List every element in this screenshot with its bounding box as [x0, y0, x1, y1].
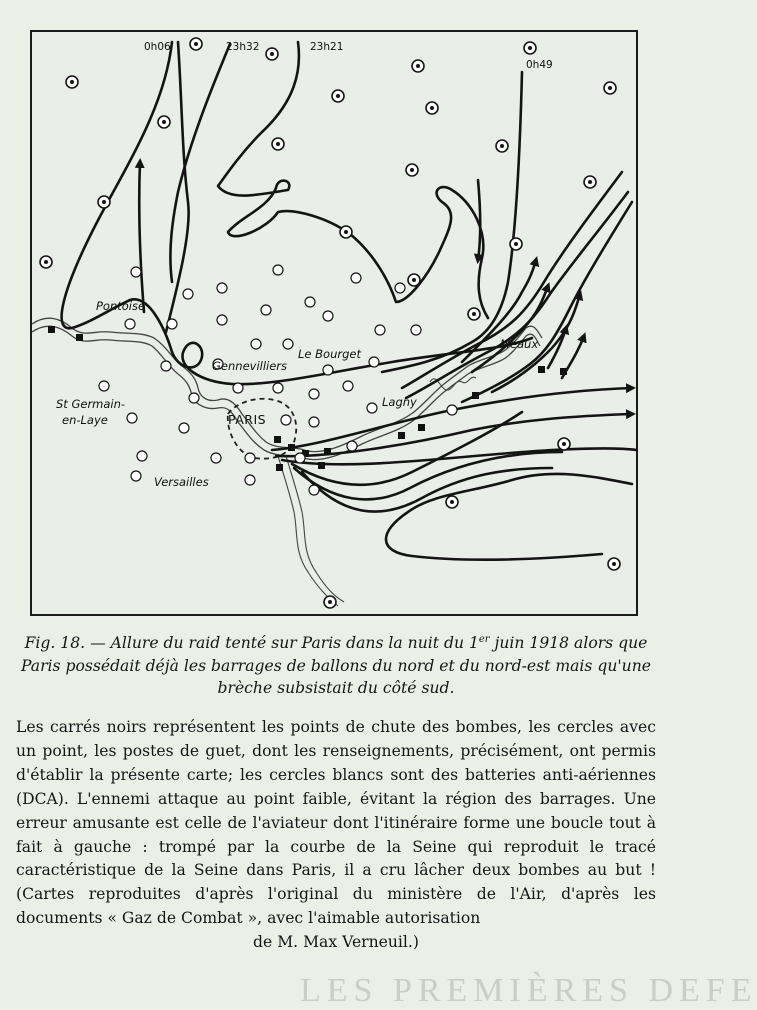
label-saint-germain-1: St Germain-: [56, 397, 126, 411]
time-label-0h49: 0h49: [526, 59, 553, 71]
caption-text-a: — Allure du raid tenté sur Paris dans la nuit du 1: [85, 634, 479, 652]
raid-map: [32, 32, 636, 614]
label-lagny: Lagny: [382, 395, 417, 409]
figure-description: [16, 716, 656, 955]
label-paris: PARIS: [228, 412, 267, 427]
label-meaux: Meaux: [500, 337, 539, 351]
time-label-23h21: 23h21: [310, 41, 344, 53]
label-le-bourget: Le Bourget: [298, 347, 361, 361]
raid-routes: [62, 42, 636, 560]
caption-superscript: er: [478, 633, 490, 645]
bleed-through-text: LES PREMIÈRES DEFE: [300, 972, 757, 1009]
map-frame: [30, 30, 638, 616]
label-gennevilliers: Gennevilliers: [212, 359, 288, 373]
figure-caption: [16, 632, 656, 700]
description-last-line: de M. Max Verneuil.): [253, 933, 419, 952]
time-label-23h32: 23h32: [226, 41, 260, 53]
label-saint-germain-2: en-Laye: [62, 413, 108, 427]
label-pontoise: Pontoise: [96, 299, 146, 313]
figure-number: Fig. 18.: [24, 634, 86, 652]
caption-text-b: juin 1918 alors que Paris possédait déjà les barrages de ballons du nord et du nord-est mais qu'une brèche subsistait du côté sud.: [20, 634, 651, 697]
time-label-0h06: 0h06: [144, 41, 171, 53]
description-body: Les carrés noirs représentent les points de chute des bombes, les cercles avec un point, les postes de guet, dont les renseignements, précisément, ont permis d'établir la présente carte; les cercles blancs sont des batteries anti-aériennes (DCA). L'ennemi attaque au point faible, évitant la région des barrages. Une erreur amusante est celle de l'aviateur dont l'itinéraire forme une boucle tout à fait à gauche : trompé par la courbe de la Seine qui reproduit le tracé caractéristique de la Seine dans Paris, il a cru lâcher deux bombes au but ! (Cartes reproduites d'après l'original du ministère de l'Air, d'après les documents « Gaz de Combat », avec l'aimable autorisation: [16, 718, 656, 928]
label-versailles: Versailles: [154, 475, 209, 489]
